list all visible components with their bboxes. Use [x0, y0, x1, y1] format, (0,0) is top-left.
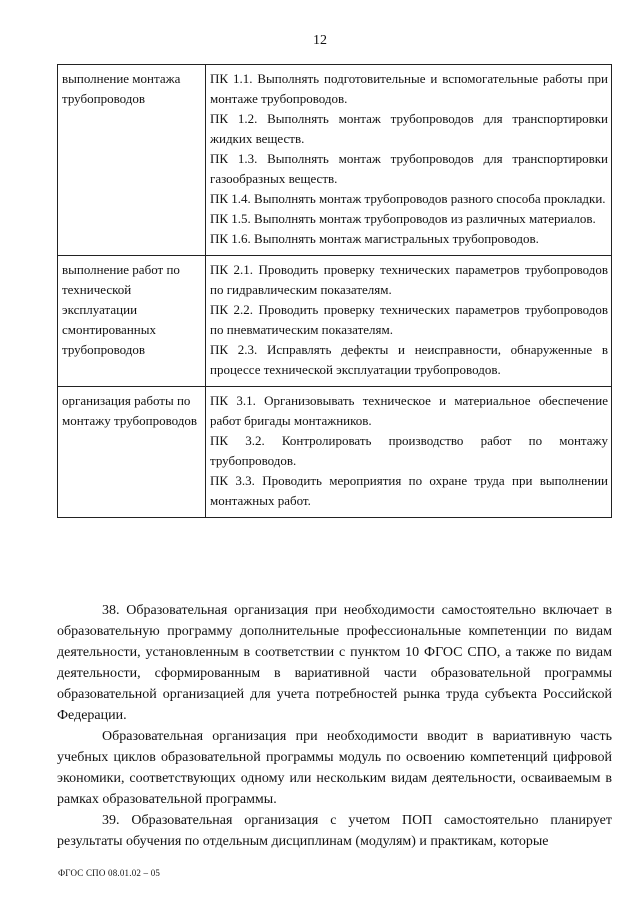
- competency-item: ПК 1.5. Выполнять монтаж трубопроводов из различных материалов.: [210, 211, 596, 226]
- table-row: [58, 256, 612, 387]
- activity-cell: выполнение работ по технической эксплуатации смонтированных трубопроводов: [58, 256, 206, 387]
- document-footer: ФГОС СПО 08.01.02 – 05: [58, 868, 161, 878]
- competencies-table: [57, 64, 612, 518]
- competency-item: ПК 2.3. Исправлять дефекты и неисправности, обнаруженные в процессе технической эксплуатации трубопроводов.: [210, 342, 608, 377]
- competency-item: ПК 2.2. Проводить проверку технических параметров трубопроводов по пневматическим показателям.: [210, 302, 608, 337]
- competencies-cell: [206, 387, 612, 518]
- table-row: [58, 65, 612, 256]
- competency-item: ПК 1.3. Выполнять монтаж трубопроводов для транспортировки газообразных веществ.: [210, 151, 608, 186]
- paragraph: 38. Образовательная организация при необходимости самостоятельно включает в образовательную программу дополнительные профессиональные компетенции по видам деятельности, установленным в соответствии с пунктом 10 ФГОС СПО, а также по видам деятельности, сформированным в вариативной части образовательной программы образовательной организацией для учета потребностей рынка труда субъекта Российской Федерации.: [57, 603, 612, 723]
- competency-item: ПК 2.1. Проводить проверку технических параметров трубопроводов по гидравлическим показателям.: [210, 262, 608, 297]
- competency-item: ПК 1.6. Выполнять монтаж магистральных трубопроводов.: [210, 231, 539, 246]
- competency-item: ПК 3.3. Проводить мероприятия по охране труда при выполнении монтажных работ.: [210, 473, 608, 508]
- activity-cell: выполнение монтажа трубопроводов: [58, 65, 206, 256]
- activity-cell: организация работы по монтажу трубопроводов: [58, 387, 206, 518]
- competency-item: ПК 1.2. Выполнять монтаж трубопроводов для транспортировки жидких веществ.: [210, 111, 608, 146]
- table-row: [58, 387, 612, 518]
- page-number: 12: [313, 33, 327, 48]
- competency-item: ПК 1.1. Выполнять подготовительные и вспомогательные работы при монтаже трубопроводов.: [210, 71, 608, 106]
- competency-item: ПК 3.2. Контролировать производство работ по монтажу трубопроводов.: [210, 433, 608, 468]
- body-text: [57, 600, 612, 852]
- competencies-cell: [206, 256, 612, 387]
- paragraph: 39. Образовательная организация с учетом ПОП самостоятельно планирует результаты обучения по отдельным дисциплинам (модулям) и практикам, которые: [57, 813, 612, 849]
- competency-item: ПК 1.4. Выполнять монтаж трубопроводов разного способа прокладки.: [210, 191, 606, 206]
- competency-item: ПК 3.1. Организовывать техническое и материальное обеспечение работ бригады монтажников.: [210, 393, 608, 428]
- paragraph: Образовательная организация при необходимости вводит в вариативную часть учебных циклов образовательной программы модуль по освоению компетенций цифровой экономики, соответствующих одному или нескольким видам деятельности, осваиваемым в рамках образовательной программы.: [57, 729, 612, 807]
- competencies-cell: [206, 65, 612, 256]
